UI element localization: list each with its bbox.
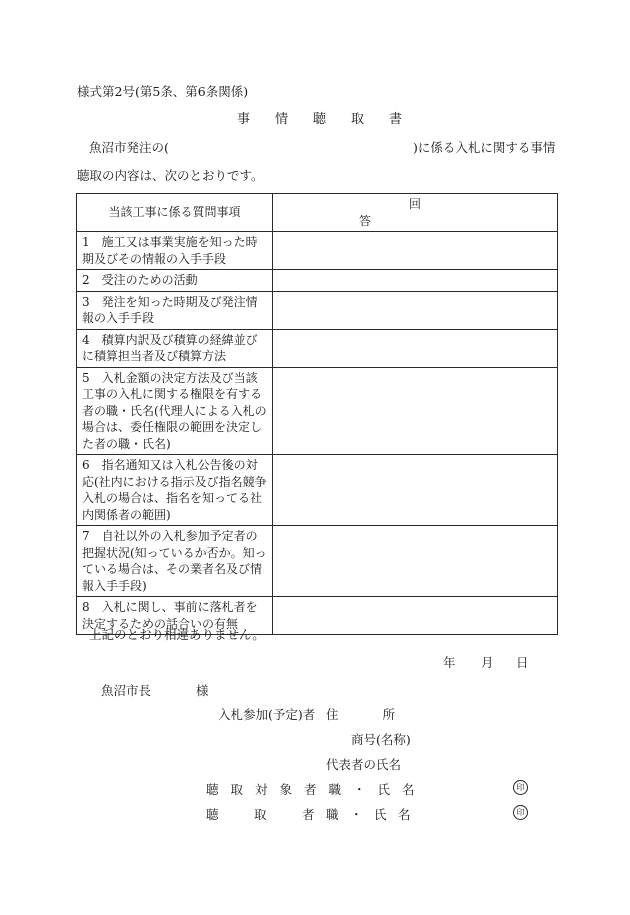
question-text: 1 施工又は事業実施を知った時期及びその情報の入手手段 <box>82 235 258 266</box>
question-text: 2 受注のための活動 <box>82 273 198 287</box>
interviewer-label-part: 取 <box>254 807 267 822</box>
interviewer-label-part: 名 <box>398 807 411 822</box>
interviewer-title-name-label <box>206 805 411 823</box>
header-questions: 当該工事に係る質問事項 <box>77 194 273 232</box>
table-row <box>77 526 558 597</box>
table-header-row <box>77 194 558 232</box>
document-title: 事情聴取書 <box>237 112 428 127</box>
question-cell <box>77 455 273 526</box>
intro-line-2: 聴取の内容は、次のとおりです。 <box>77 168 264 183</box>
intro-line-1-left: 魚沼市発注の( <box>89 140 169 155</box>
question-text: 8 入札に関し、事前に落札者を決定するための話合いの有無 <box>82 600 258 631</box>
interviewer-label-part: 者 <box>302 807 315 822</box>
address-label: 住所 <box>326 707 440 722</box>
question-text: 7 自社以外の入札参加予定者の把握状況(知っているか否か。知っている場合は、その業者名及び情報入手手段) <box>82 529 267 593</box>
interviewer-label-part: 職 <box>326 807 339 822</box>
answer-cell[interactable] <box>273 291 558 329</box>
seal-icon: 印 <box>513 805 528 820</box>
interviewer-label-part: 氏 <box>374 807 387 822</box>
date-year-label: 年 <box>443 655 456 670</box>
date-day-label: 日 <box>516 655 529 670</box>
honorific: 様 <box>196 683 209 698</box>
confirmation-text: 上記のとおり相違ありません。 <box>89 627 265 642</box>
representative-name-label: 代表者の氏名 <box>326 757 402 772</box>
header-answers: 回答 <box>273 194 558 232</box>
addressee: 魚沼市長 <box>101 683 152 698</box>
question-cell <box>77 526 273 597</box>
question-text: 6 指名通知又は入札公告後の対応(社内における指示及び指名競争入札の場合は、指名を知ってる社内関係者の範囲) <box>82 458 267 522</box>
interviewer-label-part: ・ <box>350 807 363 822</box>
answer-cell[interactable] <box>273 232 558 270</box>
answer-cell[interactable] <box>273 367 558 455</box>
table-row <box>77 367 558 455</box>
form-number: 様式第2号(第5条、第6条関係) <box>77 84 249 99</box>
bidder-label: 入札参加(予定)者 <box>218 707 316 722</box>
question-text: 4 積算内訳及び積算の経緯並びに積算担当者及び積算方法 <box>82 332 258 363</box>
seal-icon: 印 <box>513 780 528 795</box>
date-month-label: 月 <box>481 655 494 670</box>
question-text: 5 入札金額の決定方法及び当該工事の入札に関する権限を有する者の職・氏名(代理人による入札の場合は、委任権限の範囲を決定した者の職・氏名) <box>82 370 267 451</box>
question-cell <box>77 232 273 270</box>
company-name-label: 商号(名称) <box>351 732 411 747</box>
question-cell <box>77 291 273 329</box>
table-row <box>77 291 558 329</box>
answer-cell[interactable] <box>273 597 558 635</box>
answer-cell[interactable] <box>273 526 558 597</box>
question-cell <box>77 329 273 367</box>
table-row <box>77 455 558 526</box>
question-answer-table <box>76 193 558 635</box>
answer-cell[interactable] <box>273 329 558 367</box>
answer-cell[interactable] <box>273 455 558 526</box>
interviewee-title-name-label: 聴取対象者職・氏名 <box>206 782 427 797</box>
table-row <box>77 270 558 292</box>
interviewer-label-part: 聴 <box>206 807 219 822</box>
question-text: 3 発注を知った時期及び発注情報の入手手段 <box>82 294 258 325</box>
intro-line-1-right: )に係る入札に関する事情 <box>413 140 556 155</box>
question-cell <box>77 270 273 292</box>
table-row <box>77 232 558 270</box>
answer-cell[interactable] <box>273 270 558 292</box>
table-row <box>77 329 558 367</box>
question-cell <box>77 367 273 455</box>
